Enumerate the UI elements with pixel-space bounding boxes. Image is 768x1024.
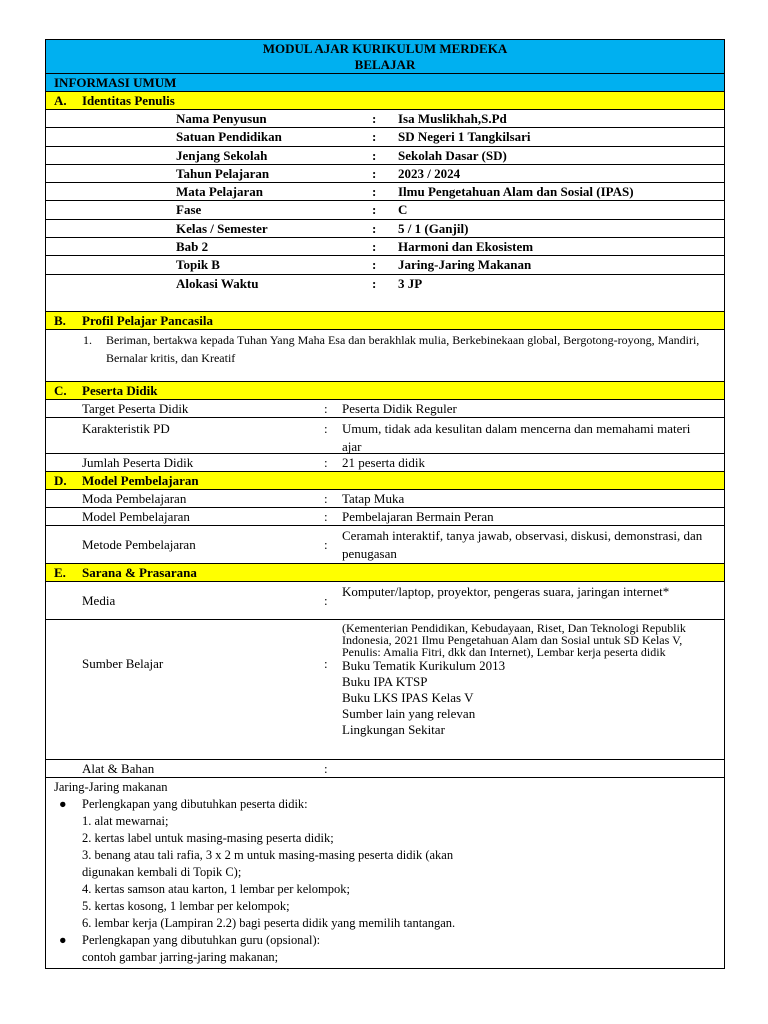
- field-value: 3 JP: [398, 275, 423, 291]
- field-value: 2023 / 2024: [398, 165, 461, 181]
- field-colon: :: [372, 165, 377, 181]
- sub-item: 6. lembar kerja (Lampiran 2.2) bagi peserta didik yang memilih tantangan.: [82, 915, 456, 930]
- section-title: Profil Pelajar Pancasila: [82, 312, 213, 328]
- identitas-row: [46, 238, 724, 256]
- model-row: [46, 508, 724, 526]
- sub-item: 5. kertas kosong, 1 lembar per kelompok;: [82, 898, 290, 913]
- title-line-1: MODUL AJAR KURIKULUM MERDEKA: [262, 41, 508, 56]
- list-item: [46, 932, 724, 949]
- field-colon: :: [372, 220, 377, 236]
- section-letter: C.: [54, 382, 67, 398]
- sumber-item: Buku LKS IPAS Kelas V: [342, 689, 474, 705]
- list-item: [46, 796, 724, 813]
- sub-item: 1. alat mewarnai;: [82, 813, 169, 828]
- peserta-row: [46, 400, 724, 418]
- model-row: [46, 526, 724, 564]
- field-label: Bab 2: [176, 239, 209, 255]
- field-value: Komputer/laptop, proyektor, pengeras suara, jaringan internet*: [342, 583, 670, 599]
- field-colon: :: [372, 239, 377, 255]
- sub-item: contoh gambar jarring-jaring makanan;: [82, 949, 279, 964]
- field-colon: :: [324, 536, 328, 552]
- field-colon: :: [372, 184, 377, 200]
- sumber-reference: (Kementerian Pendidikan, Kebudayaan, Riset, Dan Teknologi Republik Indonesia, 2021 Ilmu Pengetahuan Alam dan Sosial untuk SD Kelas V, Penulis: Amalia Fitri, dkk dan Internet), Lembar kerja peserta didik: [342, 620, 686, 659]
- field-value: Pembelajaran Bermain Peran: [342, 508, 494, 524]
- field-label: Model Pembelajaran: [82, 508, 190, 524]
- field-value: Peserta Didik Reguler: [342, 400, 457, 416]
- media-row: [46, 582, 724, 620]
- profil-number: 1.: [83, 332, 92, 347]
- field-label: Alokasi Waktu: [176, 275, 259, 291]
- section-letter: B.: [54, 312, 66, 328]
- sumber-item: Lingkungan Sekitar: [342, 721, 445, 737]
- sumber-list: [342, 622, 712, 738]
- field-colon: :: [324, 655, 328, 671]
- field-value: Umum, tidak ada kesulitan dalam mencerna dan memahami materi ajar: [342, 420, 691, 454]
- field-value: C: [398, 202, 408, 218]
- sub-item: 4. kertas samson atau karton, 1 lembar per kelompok;: [82, 881, 350, 896]
- identitas-row: [46, 256, 724, 274]
- field-value: Ilmu Pengetahuan Alam dan Sosial (IPAS): [398, 184, 634, 200]
- field-label: Alat & Bahan: [82, 760, 155, 776]
- field-colon: :: [324, 454, 328, 470]
- field-value: Jaring-Jaring Makanan: [398, 257, 532, 273]
- field-colon: :: [372, 111, 377, 126]
- field-value: Harmoni dan Ekosistem: [398, 239, 534, 255]
- field-label: Nama Penyusun: [176, 111, 267, 126]
- spacer-row: [46, 293, 724, 312]
- bullet-text: Perlengkapan yang dibutuhkan peserta didik:: [82, 796, 308, 811]
- section-title: Model Pembelajaran: [82, 472, 199, 488]
- field-label: Sumber Belajar: [82, 655, 164, 671]
- field-label: Media: [82, 592, 116, 608]
- field-label: Kelas / Semester: [176, 220, 268, 236]
- profil-row: [46, 330, 724, 382]
- section-title: Peserta Didik: [82, 382, 158, 398]
- field-label: Target Peserta Didik: [82, 400, 189, 416]
- sumber-item: Buku IPA KTSP: [342, 673, 428, 689]
- field-value: SD Negeri 1 Tangkilsari: [398, 129, 531, 145]
- bullet-text: Perlengkapan yang dibutuhkan guru (opsional):: [82, 932, 321, 947]
- section-letter: E.: [54, 564, 66, 580]
- section-letter: A.: [54, 93, 67, 108]
- identitas-row: [46, 220, 724, 238]
- section-letter: D.: [54, 472, 67, 488]
- field-value: Tatap Muka: [342, 490, 405, 506]
- peserta-row: [46, 454, 724, 472]
- field-value: Sekolah Dasar (SD): [398, 147, 507, 163]
- bullet-icon: ●: [59, 796, 67, 811]
- section-e-header: [46, 564, 724, 582]
- identitas-list: [46, 110, 724, 293]
- section-c-header: [46, 382, 724, 400]
- model-row: [46, 490, 724, 508]
- section-title: Sarana & Prasarana: [82, 564, 197, 580]
- field-colon: :: [372, 257, 377, 273]
- field-label: Jenjang Sekolah: [176, 147, 268, 163]
- sumber-belajar-row: [46, 620, 724, 760]
- sumber-item: Sumber lain yang relevan: [342, 705, 476, 721]
- sub-item: digunakan kembali di Topik C);: [82, 864, 242, 879]
- field-label: Moda Pembelajaran: [82, 490, 187, 506]
- section-title: Identitas Penulis: [82, 93, 175, 108]
- field-value: Ceramah interaktif, tanya jawab, observasi, diskusi, demonstrasi, dan penugasan: [342, 527, 703, 561]
- field-colon: :: [324, 760, 328, 776]
- identitas-row: [46, 128, 724, 146]
- field-value: Isa Muslikhah,S.Pd: [398, 111, 507, 126]
- field-colon: :: [324, 400, 328, 416]
- identitas-row: [46, 147, 724, 165]
- identitas-row: [46, 165, 724, 183]
- jaring-section: [46, 778, 724, 968]
- profil-text: Beriman, bertakwa kepada Tuhan Yang Maha Esa dan berakhlak mulia, Berkebinekaan global, Bergotong-royong, Mandiri, Bernalar kritis, dan Kreatif: [106, 332, 700, 365]
- field-value: 5 / 1 (Ganjil): [398, 220, 469, 236]
- identitas-row: [46, 110, 724, 128]
- field-label: Fase: [176, 202, 202, 218]
- field-label: Jumlah Peserta Didik: [82, 454, 194, 470]
- field-colon: :: [372, 147, 377, 163]
- field-label: Mata Pelajaran: [176, 184, 264, 200]
- module-document: [45, 39, 725, 969]
- field-label: Metode Pembelajaran: [82, 536, 196, 552]
- field-colon: :: [324, 420, 328, 436]
- identitas-row: [46, 183, 724, 201]
- field-value: 21 peserta didik: [342, 454, 426, 470]
- info-umum-header: [46, 74, 724, 92]
- field-label: Satuan Pendidikan: [176, 129, 282, 145]
- peserta-row: [46, 418, 724, 454]
- field-label: Karakteristik PD: [82, 420, 170, 436]
- field-colon: :: [372, 202, 377, 218]
- field-colon: :: [324, 508, 328, 524]
- field-label: Topik B: [176, 257, 220, 273]
- section-b-header: [46, 312, 724, 330]
- sub-item: 3. benang atau tali rafia, 3 x 2 m untuk masing-masing peserta didik (akan: [82, 847, 454, 862]
- sumber-item: Buku Tematik Kurikulum 2013: [342, 657, 506, 673]
- document-title: [46, 40, 724, 74]
- field-colon: :: [324, 490, 328, 506]
- title-line-2: BELAJAR: [354, 57, 416, 72]
- field-colon: :: [372, 129, 377, 145]
- bullet-icon: ●: [59, 932, 67, 947]
- section-d-header: [46, 472, 724, 490]
- section-a-header: [46, 92, 724, 110]
- alat-bahan-row: [46, 760, 724, 778]
- jaring-heading: Jaring-Jaring makanan: [54, 779, 168, 794]
- field-colon: :: [372, 275, 377, 291]
- sub-item: 2. kertas label untuk masing-masing peserta didik;: [82, 830, 334, 845]
- field-label: Tahun Pelajaran: [176, 165, 270, 181]
- info-umum-label: INFORMASI UMUM: [54, 75, 177, 90]
- identitas-row: [46, 201, 724, 219]
- identitas-row: [46, 275, 724, 293]
- field-colon: :: [324, 592, 328, 608]
